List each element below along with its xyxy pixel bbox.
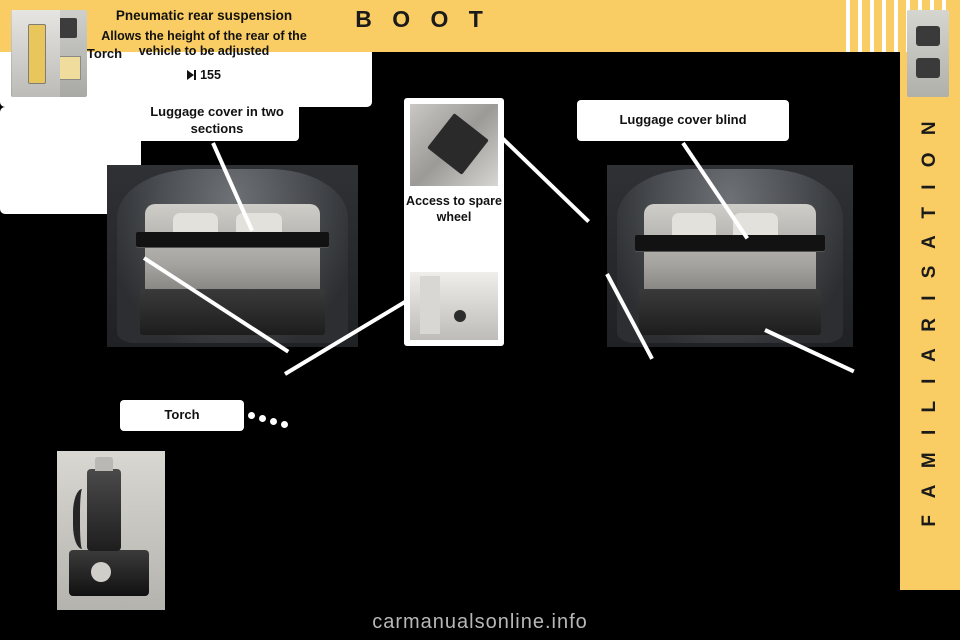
site-watermark: carmanualsonline.info: [372, 611, 588, 633]
spare-wheel-panel: [404, 98, 504, 346]
label-luggage-cover-blind: Luggage cover blind: [577, 100, 789, 141]
spare-wheel-photo-bottom: [410, 272, 498, 340]
car-body-shape-right: [617, 169, 843, 344]
chapter-side-tab-label: F A M I L I A R I S A T I O N: [919, 115, 940, 527]
page-title: B O O T: [355, 6, 490, 32]
boot-floor-left: [140, 289, 325, 334]
label-luggage-cover-two-sections: Luggage cover in two sections: [135, 100, 299, 141]
boot-photo-right: [607, 165, 853, 347]
suspension-button-up-icon: [916, 26, 940, 46]
leader-line-spare-wheel-upper: [497, 133, 590, 223]
page-reference-arrow-icon: [187, 70, 194, 80]
spare-wheel-photo-top: [410, 104, 498, 186]
boot-floor-right: [639, 289, 820, 334]
chapter-side-tab: [900, 52, 960, 590]
torch-kit-hose: [73, 489, 96, 549]
suspension-button-down-icon: [916, 58, 940, 78]
torch-dotted-connector: [248, 412, 290, 422]
label-torch-right: Torch: [86, 46, 123, 61]
torch-kit-photo: [57, 451, 165, 610]
suspension-button-photo: [907, 10, 949, 97]
torch-photo: [12, 10, 60, 97]
suspension-title: Pneumatic rear suspension: [115, 8, 293, 23]
label-torch-left: Torch: [120, 400, 244, 431]
torch-kit-base: [69, 550, 149, 596]
suspension-page-number: 155: [200, 67, 221, 82]
suspension-description: Allows the height of the rear of the vehicle to be adjusted: [101, 29, 307, 59]
luggage-cover-blind-graphic: [635, 235, 825, 251]
label-access-to-spare-wheel: Access to spare wheel: [406, 194, 502, 224]
luggage-cover-two-sections-graphic: [136, 232, 330, 248]
